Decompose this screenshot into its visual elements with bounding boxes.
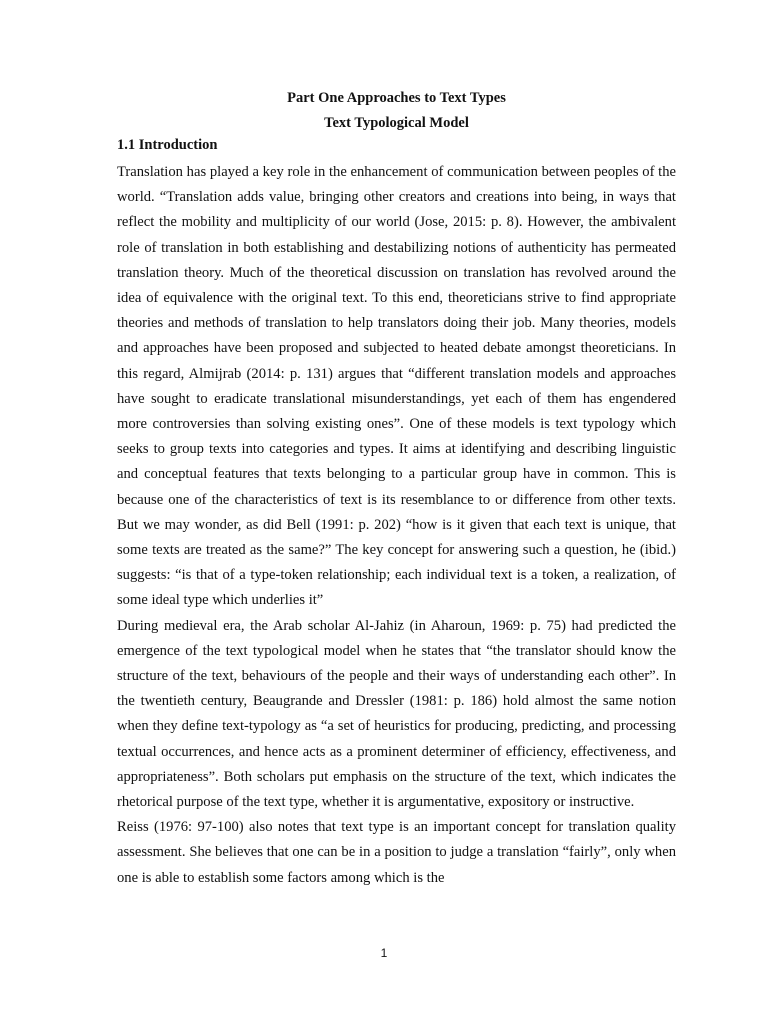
- section-heading: 1.1 Introduction: [117, 137, 218, 153]
- paragraph-2: During medieval era, the Arab scholar Al-Jahiz (in Aharoun, 1969: p. 75) had predicted the emergence of the text typological model when he states that “the translator should know the structure of the text, behaviours of the people and their ways of understanding each other”. In the twentieth century, Beaugrande and Dressler (1981: p. 186) hold almost the same notion when they define text-typology as “a set of heuristics for producing, predicting, and processing textual occurrences, and hence acts as a prominent determiner of efficiency, effectiveness, and appropriateness”. Both scholars put emphasis on the structure of the text, which indicates the rhetorical purpose of the text type, whether it is argumentative, expository or instructive.: [117, 617, 676, 811]
- model-title: Text Typological Model: [324, 115, 469, 131]
- title-block: [117, 86, 676, 136]
- paragraph-1: Translation has played a key role in the enhancement of communication between peoples of the world. “Translation adds value, bringing other creators and creations into being, in ways that reflect the mobility and multiplicity of our world (Jose, 2015: p. 8). However, the ambivalent role of translation in both establishing and destabilizing notions of authenticity has permeated translation theory. Much of the theoretical discussion on translation has revolved around the idea of equivalence with the original text. To this end, theoreticians strive to find appropriate theories and methods of translation to help translators doing their job. Many theories, models and approaches have been proposed and subjected to heated debate amongst theoreticians. In this regard, Almijrab (2014: p. 131) argues that “different translation models and approaches have sought to eradicate translational misunderstandings, yet each of them has engendered more controversies than solving existing ones”. One of these models is text typology which seeks to group texts into categories and types. It aims at identifying and describing linguistic and conceptual features that texts belonging to a particular group have in common. This is because one of the characteristics of text is its resemblance to or difference from other texts. But we may wonder, as did Bell (1991: p. 202) “how is it given that each text is unique, that some texts are treated as the same?” The key concept for answering such a question, he (ibid.) suggests: “is that of a type-token relationship; each individual text is a token, a realization, of some ideal type which underlies it”: [117, 164, 676, 609]
- paragraph-3: Reiss (1976: 97-100) also notes that text type is an important concept for translation quality assessment. She believes that one can be in a position to judge a translation “fairly”, only when one is able to establish some factors among which is the: [117, 819, 676, 886]
- part-title: Part One Approaches to Text Types: [287, 90, 506, 106]
- page-number: 1: [380, 946, 388, 960]
- document-body: [117, 135, 676, 891]
